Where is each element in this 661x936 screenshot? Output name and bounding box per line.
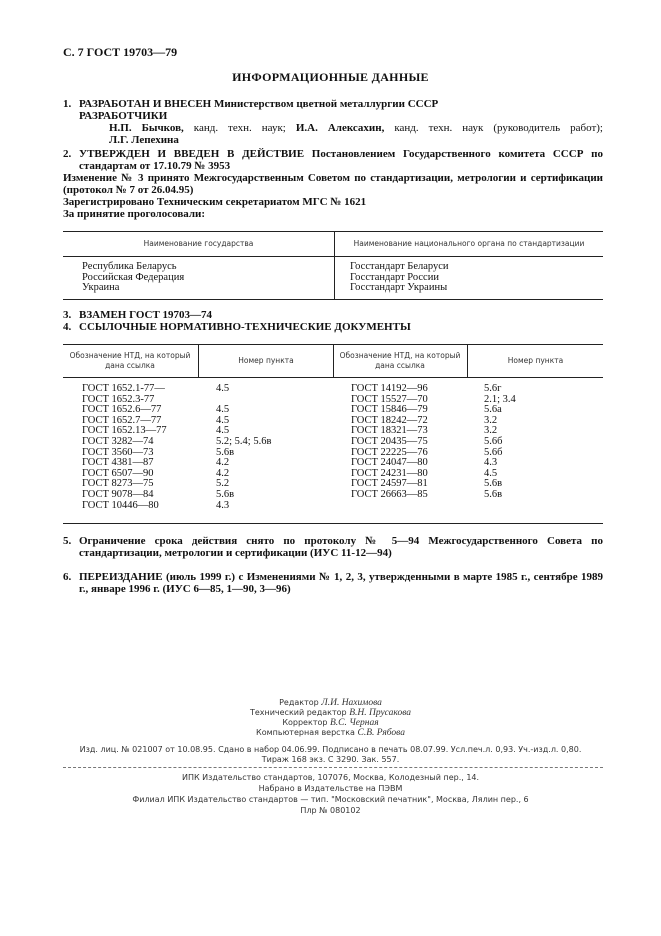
ref-doc: ГОСТ 1652.7—77 [82,414,162,426]
ref-item: 4.2 [216,467,230,479]
section-1-line1: РАЗРАБОТАН И ВНЕСЕН Министерством цветной металлургии СССР [79,98,439,110]
ref-item: 5.6б [484,446,503,458]
imprint-printer2: Набрано в Издательстве на ПЭВМ [258,784,403,793]
vote-table-bodies [350,262,449,294]
section-5-text: Ограничение срока действия снято по протоколу № 5—94 Межгосударственного Совета по стандартизации, метрологии и сертификации (ИУС 11-12—94) [79,535,603,559]
ref-table-header-doc-right: Обозначение НТД, на который дана ссылка [339,351,461,370]
standards-body-item: Госстандарт Украины [350,282,448,294]
ref-doc: ГОСТ 1652.6—77 [82,404,162,416]
imprint-editor [0,698,661,708]
vote-table-states [82,262,184,294]
ref-doc: ГОСТ 15527—70 [351,393,428,405]
section-3-number: 3. [63,309,72,321]
ref-item: 3.2 [484,425,498,437]
ref-item: 4.5 [216,414,230,426]
ref-doc: ГОСТ 4381—87 [82,457,154,469]
section-4 [63,321,603,333]
standards-body-item: Госстандарт Беларуси [350,261,449,272]
page-title: ИНФОРМАЦИОННЫЕ ДАННЫЕ [232,70,429,84]
section-6 [63,571,603,595]
section-2 [63,148,603,172]
ref-doc: ГОСТ 1652.13—77 [82,425,167,437]
ref-item: 5.2; 5.4; 5.6в [216,435,272,447]
ref-doc: ГОСТ 18242—72 [351,414,428,426]
imprint-printer4: Плр № 080102 [300,806,361,815]
section-4-number: 4. [63,321,72,333]
ref-item: 5.6г [484,383,502,394]
ref-doc: ГОСТ 22225—76 [351,446,428,458]
registration-note: Зарегистрировано Техническим секретариатом МГС № 1621 [63,196,367,208]
ref-doc: ГОСТ 15846—79 [351,404,428,416]
ref-table-divider-2 [333,344,334,377]
vote-table-header-body: Наименование национального органа по стандартизации [353,239,585,248]
imprint-layout-label: Компьютерная верстка [256,728,355,737]
standards-body-item: Госстандарт России [350,271,439,283]
ref-item: 5.6а [484,404,502,416]
ref-doc: ГОСТ 24597—81 [351,478,428,490]
ref-item: 4.2 [216,457,230,469]
ref-doc: ГОСТ 9078—84 [82,488,154,500]
ref-table-header-doc-left: Обозначение НТД, на который дана ссылка [69,351,191,370]
ref-doc: ГОСТ 10446—80 [82,499,159,511]
ref-item: 4.5 [216,425,230,437]
ref-table-header-rule [63,377,603,378]
imprint-tech-editor-name: В.Н. Прусакова [349,708,412,718]
ref-item: 4.3 [484,457,498,469]
developer-2-text: канд. техн. наук (руководитель работ); [384,122,603,134]
imprint-tech-editor-label: Технический редактор [249,708,347,717]
ref-item: 4.5 [216,383,230,394]
ref-doc: ГОСТ 26663—85 [351,488,428,500]
ref-item: 5.6б [484,435,503,447]
ref-doc: ГОСТ 1652.1-77— [82,383,165,394]
section-1-number: 1. [63,98,72,110]
ref-table-bottom-rule [63,523,603,524]
imprint-tech-editor [0,708,661,718]
ref-doc: ГОСТ 3560—73 [82,446,154,458]
section-1-developers-heading: РАЗРАБОТЧИКИ [79,110,168,122]
developer-2-name: И.А. Алексахин, [295,122,385,134]
section-6-text: ПЕРЕИЗДАНИЕ (июль 1999 г.) с Изменениями № 1, 2, 3, утвержденными в марте 1985 г., сентябре 1989 г., январе 1996 г. (ИУС 6—85, 1—90, 3—96) [79,571,603,595]
section-2-number: 2. [63,148,72,160]
ref-doc: ГОСТ 8273—75 [82,478,154,490]
section-2-text: УТВЕРЖДЕН И ВВЕДЕН В ДЕЙСТВИЕ Постановлением Государственного комитета СССР по стандартам от 17.10.79 № 3953 [79,148,603,172]
imprint-pub-line1: Изд. лиц. № 021007 от 10.08.95. Сдано в набор 04.06.99. Подписано в печать 08.07.99. Усл.печ.л. 0,93. Уч.-изд.л. 0,80. [79,745,582,754]
ref-doc: ГОСТ 6507—90 [82,467,154,479]
ref-table-header-item-left: Номер пункта [238,356,294,365]
vote-table-header-state: Наименование государства [143,239,254,248]
section-3 [63,309,603,321]
ref-doc: ГОСТ 24231—80 [351,467,428,479]
imprint-corrector-name: В.С. Черная [330,718,379,728]
developer-1-text: канд. техн. наук; [183,122,296,134]
ref-item: 3.2 [484,414,498,426]
ref-item: 5.2 [216,478,230,490]
state-item: Российская Федерация [82,271,185,283]
imprint-printer3: Филиал ИПК Издательство стандартов — тип. "Московский печатник", Москва, Лялин пер., 6 [132,795,529,804]
developer-1-name: Н.П. Бычков, [109,122,184,134]
imprint-corrector-label: Корректор [282,718,328,727]
ref-item: 4.3 [216,499,230,511]
ref-right-items [484,384,516,501]
imprint-printer1: ИПК Издательство стандартов, 107076, Москва, Колодезный пер., 14. [181,773,480,782]
ref-item: 5.6в [484,478,503,490]
section-6-number: 6. [63,571,72,583]
vote-table-header-rule [63,256,603,257]
ref-item: 5.6в [216,488,235,500]
ref-item: 4.5 [484,467,498,479]
ref-right-docs [351,384,428,501]
ref-left-docs [82,384,167,511]
ref-left-items [216,384,271,511]
imprint-pub-line2: Тираж 168 экз. С 3290. Зак. 557. [261,755,400,764]
ref-doc: ГОСТ 24047—80 [351,457,428,469]
imprint-layout [0,728,661,738]
ref-item: 4.5 [216,404,230,416]
ref-item: 2.1; 3.4 [484,393,516,405]
ref-doc: ГОСТ 14192—96 [351,383,428,394]
section-1 [63,98,603,146]
section-5-number: 5. [63,535,72,547]
state-item: Украина [82,282,120,294]
imprint-dashed-rule [63,767,603,768]
change-3-note: Изменение № 3 принято Межгосударственным Советом по стандартизации, метрологии и сертификации (протокол № 7 от 26.04.95) [63,172,603,196]
imprint-editor-name: Л.И. Нахимова [321,698,382,708]
section-4-text: ССЫЛОЧНЫЕ НОРМАТИВНО-ТЕХНИЧЕСКИЕ ДОКУМЕНТЫ [79,321,411,333]
imprint-layout-name: С.В. Рябова [357,728,405,738]
ref-item: 5.6в [484,488,503,500]
vote-table-top-rule [63,231,603,232]
section-5 [63,535,603,559]
section-3-text: ВЗАМЕН ГОСТ 19703—74 [79,309,213,321]
imprint-editor-label: Редактор [279,698,319,707]
vote-table-bottom-rule [63,299,603,300]
ref-doc: ГОСТ 20435—75 [351,435,428,447]
ref-item: 5.6в [216,446,235,458]
state-item: Республика Беларусь [82,261,177,272]
imprint-corrector [0,718,661,728]
section-1-developers [109,122,603,134]
voted-heading: За принятие проголосовали: [63,208,206,220]
ref-doc: ГОСТ 3282—74 [82,435,154,447]
ref-doc: ГОСТ 18321—73 [351,425,428,437]
developer-3-name: Л.Г. Лепехина [109,134,179,146]
ref-doc: ГОСТ 1652.3-77 [82,393,155,405]
page-header: С. 7 ГОСТ 19703—79 [63,45,178,59]
ref-table-header-item-right: Номер пункта [507,356,564,365]
